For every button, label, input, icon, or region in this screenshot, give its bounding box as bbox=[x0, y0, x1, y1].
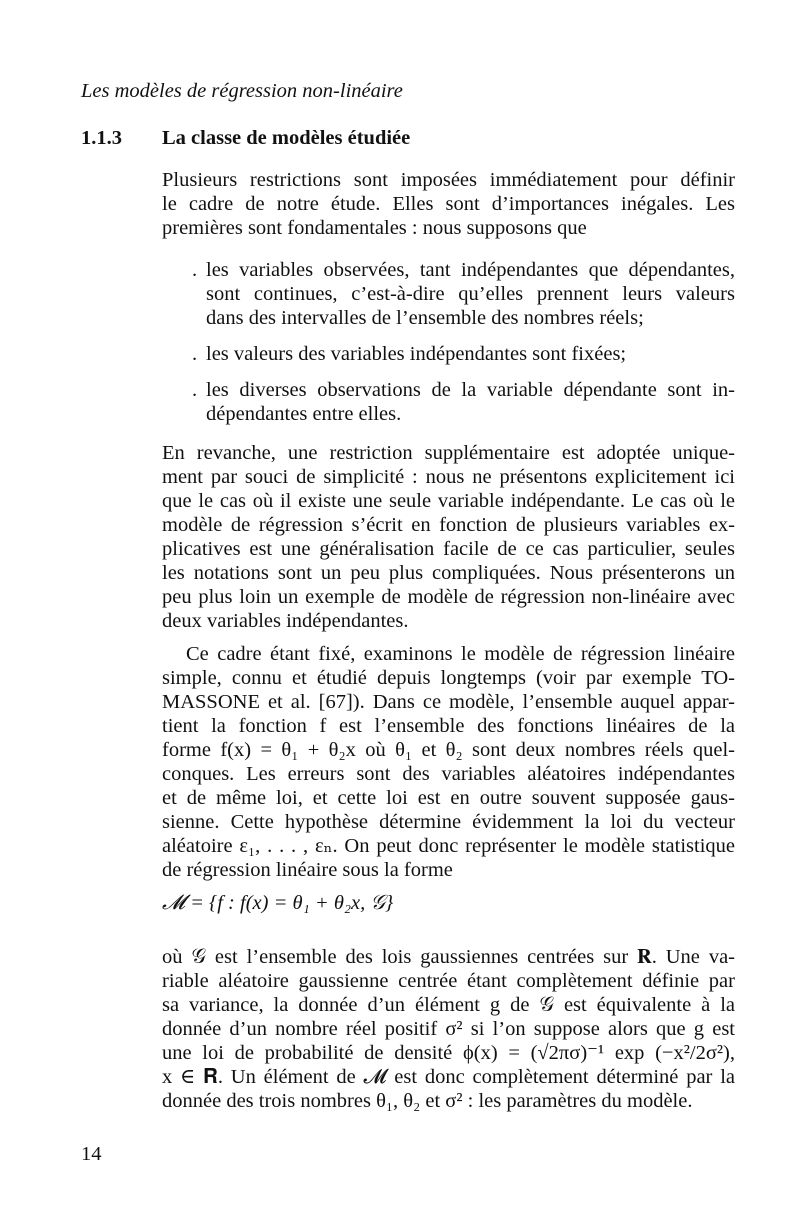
paragraph-2 bbox=[162, 441, 735, 633]
text-line: le cadre de notre étude. Elles sont d’importances inégales. Les bbox=[162, 193, 735, 215]
text-line: sa variance, la donnée d’un élément g de 𝒢 est équivalente à la bbox=[162, 994, 735, 1016]
text-line: dépendantes entre elles. bbox=[206, 403, 402, 425]
bullet-2 bbox=[192, 342, 735, 366]
text-line: Plusieurs restrictions sont imposées immédiatement pour définir bbox=[162, 169, 735, 191]
text-line: En revanche, une restriction supplémentaire est adoptée unique- bbox=[162, 442, 735, 464]
text-line: sont continues, c’est-à-dire qu’elles prennent leurs valeurs bbox=[206, 283, 735, 305]
text-line: riable aléatoire gaussienne centrée étant complètement définie par bbox=[162, 970, 735, 992]
text-line: conques. Les erreurs sont des variables aléatoires indépendantes bbox=[162, 763, 735, 785]
text-line: premières sont fondamentales : nous supposons que bbox=[162, 217, 587, 239]
paragraph-1 bbox=[162, 168, 735, 240]
text-line: de régression linéaire sous la forme bbox=[162, 859, 453, 881]
text-line: simple, connu et étudié depuis longtemps (voir par exemple TO- bbox=[162, 667, 735, 689]
bullet-1 bbox=[192, 258, 735, 330]
bullet-marker: . bbox=[192, 343, 198, 365]
text-line: ment par souci de simplicité : nous ne présentons explicitement ici bbox=[162, 466, 735, 488]
text-line: une loi de probabilité de densité ϕ(x) = (√2πσ)⁻¹ exp (−x²/2σ²), bbox=[162, 1042, 735, 1064]
text-line: peu plus loin un exemple de modèle de régression non-linéaire avec bbox=[162, 586, 735, 608]
page-number: 14 bbox=[81, 1143, 102, 1165]
model-formula: 𝓜 = {f : f(x) = θ₁ + θ₂x, 𝒢} bbox=[162, 892, 394, 914]
text-line: où 𝒢 est l’ensemble des lois gaussiennes centrées sur 𝐑. Une va- bbox=[162, 946, 735, 968]
text-line: donnée d’un nombre réel positif σ² si l’on suppose alors que g est bbox=[162, 1018, 735, 1040]
text-line: donnée des trois nombres θ₁, θ₂ et σ² : les paramètres du modèle. bbox=[162, 1090, 693, 1112]
paragraph-4 bbox=[162, 945, 735, 1113]
bullet-3 bbox=[192, 378, 735, 426]
running-header: Les modèles de régression non-linéaire bbox=[81, 80, 403, 102]
section-title: La classe de modèles étudiée bbox=[162, 127, 411, 149]
bullet-marker: . bbox=[192, 259, 198, 281]
section-number: 1.1.3 bbox=[81, 127, 122, 149]
text-line: que le cas où il existe une seule variable indépendante. Le cas où le bbox=[162, 490, 735, 512]
text-line: modèle de régression s’écrit en fonction de plusieurs variables ex- bbox=[162, 514, 735, 536]
text-line: les diverses observations de la variable dépendante sont in- bbox=[206, 379, 735, 401]
text-line: les valeurs des variables indépendantes sont fixées; bbox=[206, 343, 627, 365]
text-line: et de même loi, et cette loi est en outre souvent supposée gaus- bbox=[162, 787, 735, 809]
text-line: les variables observées, tant indépendantes que dépendantes, bbox=[206, 259, 735, 281]
text-line: les notations sont un peu plus compliquées. Nous présenterons un bbox=[162, 562, 735, 584]
text-line: deux variables indépendantes. bbox=[162, 610, 409, 632]
bullet-marker: . bbox=[192, 379, 198, 401]
text-line: MASSONE et al. [67]). Dans ce modèle, l’ensemble auquel appar- bbox=[162, 691, 735, 713]
paragraph-3 bbox=[162, 642, 735, 882]
text-line: dans des intervalles de l’ensemble des nombres réels; bbox=[206, 307, 644, 329]
text-line: sienne. Cette hypothèse détermine évidemment la loi du vecteur bbox=[162, 811, 735, 833]
text-line: x ∈ 𝐑. Un élément de 𝓜 est donc complètement déterminé par la bbox=[162, 1066, 735, 1088]
text-line: aléatoire ε₁, . . . , εₙ. On peut donc représenter le modèle statistique bbox=[162, 835, 735, 857]
text-line: plicatives est une généralisation facile de ce cas particulier, seules bbox=[162, 538, 735, 560]
text-line: forme f(x) = θ₁ + θ₂x où θ₁ et θ₂ sont deux nombres réels quel- bbox=[162, 739, 735, 761]
text-line: Ce cadre étant fixé, examinons le modèle de régression linéaire bbox=[186, 643, 735, 665]
text-line: tient la fonction f est l’ensemble des fonctions linéaires de la bbox=[162, 715, 735, 737]
